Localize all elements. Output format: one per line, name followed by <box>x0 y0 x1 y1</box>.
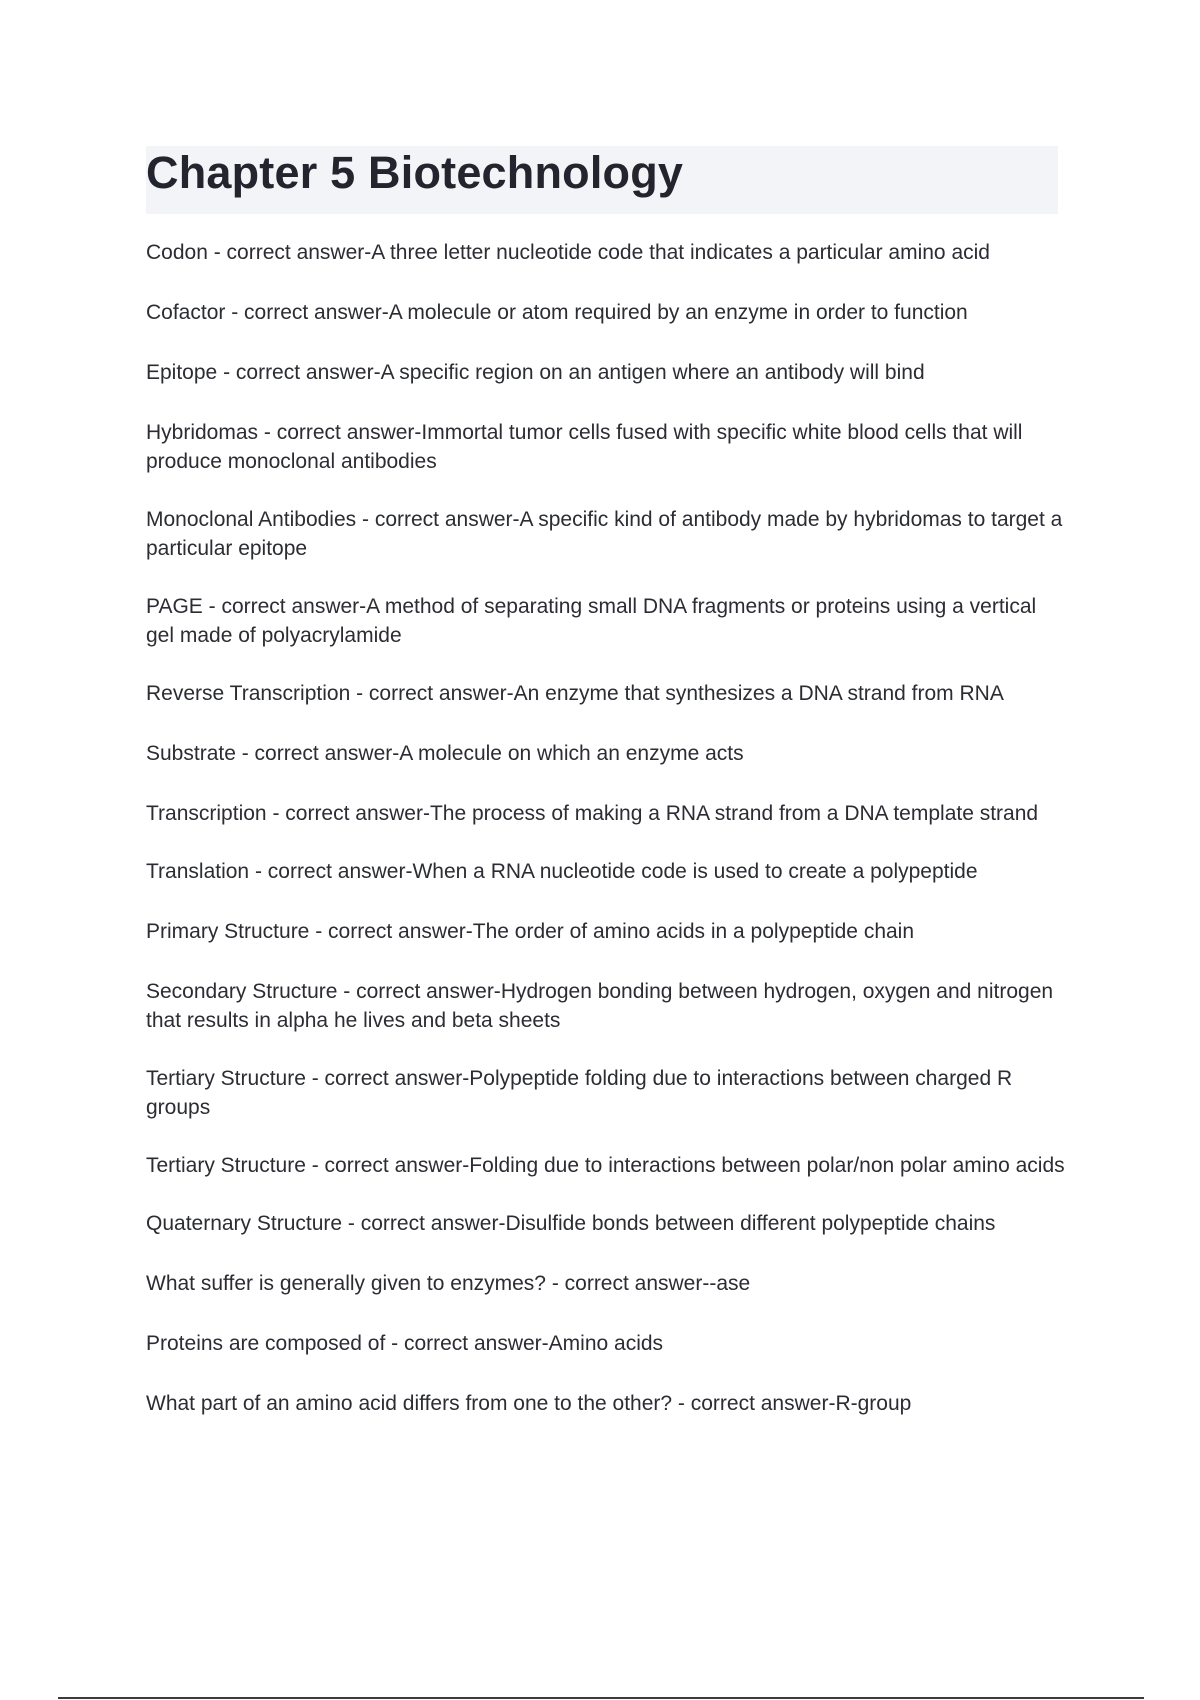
entry-term: Proteins are composed of <box>146 1332 386 1355</box>
entry-answer: A specific kind of antibody made by hybridomas to target a particular epitope <box>146 508 1063 560</box>
entry-term: Secondary Structure <box>146 980 338 1003</box>
entry-separator: - correct answer- <box>337 980 501 1003</box>
entry-term: Codon <box>146 241 208 264</box>
entry-answer: Amino acids <box>548 1332 664 1355</box>
entry-answer: The order of amino acids in a polypeptide chain <box>472 920 915 943</box>
flashcard-entry <box>146 418 1066 476</box>
entry-term: What part of an amino acid differs from one to the other? <box>146 1392 673 1415</box>
entry-separator: - correct answer- <box>249 860 413 883</box>
entry-term: Tertiary Structure <box>146 1154 306 1177</box>
entry-term: PAGE <box>146 595 203 618</box>
entry-answer: A method of separating small DNA fragments or proteins using a vertical gel made of polyacrylamide <box>146 595 1037 647</box>
entry-separator: - correct answer- <box>356 508 520 531</box>
entry-term: Epitope <box>146 361 218 384</box>
flashcard-entry <box>146 917 1066 946</box>
entry-separator: - correct answer- <box>305 1067 470 1090</box>
entry-answer: When a RNA nucleotide code is used to create a polypeptide <box>412 860 978 883</box>
flashcard-entry <box>146 1389 1066 1418</box>
entry-term: Substrate <box>146 742 236 765</box>
entry-answer: -ase <box>709 1272 751 1295</box>
entry-answer: A three letter nucleotide code that indicates a particular amino acid <box>371 241 990 264</box>
flashcard-entry <box>146 739 1066 768</box>
entry-answer: Polypeptide folding due to interactions between charged R groups <box>146 1067 1013 1119</box>
entry-separator: - correct answer- <box>309 920 473 943</box>
entry-answer: R-group <box>835 1392 912 1415</box>
entry-answer: A molecule on which an enzyme acts <box>399 742 744 765</box>
page-title: Chapter 5 Biotechnology <box>146 147 684 198</box>
flashcard-entry <box>146 238 1066 267</box>
entry-term: Quaternary Structure <box>146 1212 343 1235</box>
entry-separator: - correct answer- <box>672 1392 836 1415</box>
entry-term: Translation <box>146 860 250 883</box>
entry-separator: - correct answer- <box>225 301 389 324</box>
entry-separator: - correct answer- <box>202 595 367 618</box>
entry-separator: - correct answer- <box>545 1272 710 1295</box>
flashcard-entry <box>146 1209 1066 1238</box>
flashcard-entry <box>146 1064 1066 1122</box>
entry-answer: Folding due to interactions between polar/non polar amino acids <box>469 1154 1065 1177</box>
flashcard-list <box>146 238 1066 1449</box>
entry-separator: - correct answer- <box>207 241 372 264</box>
entry-term: Reverse Transcription <box>146 682 351 705</box>
flashcard-entry <box>146 799 1066 828</box>
entry-separator: - correct answer- <box>266 802 430 825</box>
entry-separator: - correct answer- <box>385 1332 549 1355</box>
flashcard-entry <box>146 857 1066 886</box>
entry-separator: - correct answer- <box>235 742 400 765</box>
entry-separator: - correct answer- <box>342 1212 506 1235</box>
entry-separator: - correct answer- <box>350 682 514 705</box>
flashcard-entry <box>146 1329 1066 1358</box>
flashcard-entry <box>146 679 1066 708</box>
flashcard-entry <box>146 298 1066 327</box>
entry-answer: Hydrogen bonding between hydrogen, oxygen and nitrogen that results in alpha he lives and beta sheets <box>146 980 1054 1032</box>
flashcard-entry <box>146 592 1066 650</box>
flashcard-entry <box>146 1151 1066 1180</box>
entry-term: Cofactor <box>146 301 226 324</box>
entry-term: Monoclonal Antibodies <box>146 508 357 531</box>
entry-answer: Immortal tumor cells fused with specific white blood cells that will produce monoclonal antibodies <box>146 421 1023 473</box>
entry-separator: - correct answer- <box>305 1154 470 1177</box>
entry-answer: The process of making a RNA strand from a DNA template strand <box>429 802 1039 825</box>
flashcard-entry <box>146 505 1066 563</box>
entry-term: Primary Structure <box>146 920 310 943</box>
entry-answer: An enzyme that synthesizes a DNA strand from RNA <box>513 682 1004 705</box>
flashcard-entry <box>146 358 1066 387</box>
entry-term: What suffer is generally given to enzymes? <box>146 1272 546 1295</box>
entry-separator: - correct answer- <box>258 421 422 444</box>
entry-answer: A specific region on an antigen where an antibody will bind <box>380 361 925 384</box>
entry-separator: - correct answer- <box>217 361 381 384</box>
flashcard-entry <box>146 977 1066 1035</box>
entry-answer: Disulfide bonds between different polypeptide chains <box>505 1212 996 1235</box>
footer-divider <box>58 1697 1144 1699</box>
entry-term: Hybridomas <box>146 421 259 444</box>
entry-term: Tertiary Structure <box>146 1067 306 1090</box>
entry-term: Transcription <box>146 802 267 825</box>
flashcard-entry <box>146 1269 1066 1298</box>
entry-answer: A molecule or atom required by an enzyme in order to function <box>388 301 968 324</box>
